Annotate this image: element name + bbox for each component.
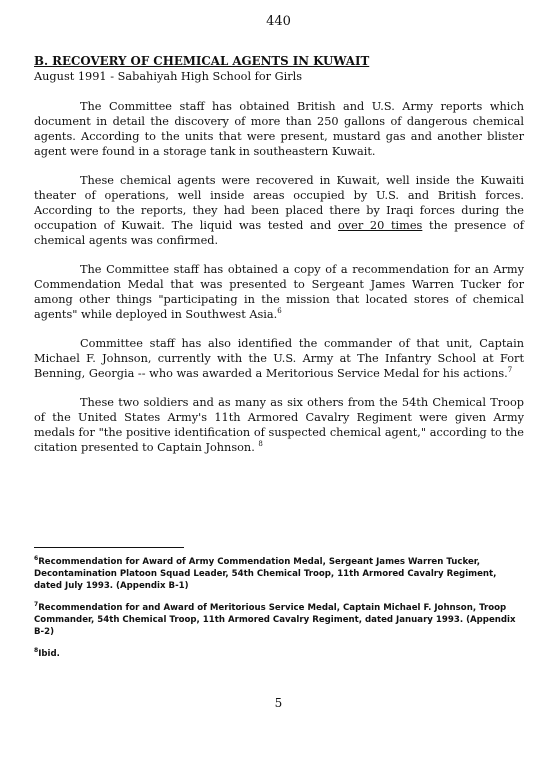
paragraph-3-text: The Committee staff has obtained a copy of a recommendation for an Army Commendation Medal that was presented to Sergeant James Warren Tucker for among other things "participating in the mission that located stores of chemical agents" while deployed in Southwest Asia.	[34, 263, 524, 321]
section-heading: B. RECOVERY OF CHEMICAL AGENTS IN KUWAIT	[34, 54, 370, 68]
paragraph-2-underlined-text: over 20 times	[337, 219, 423, 232]
page-number-bottom: 5	[274, 696, 283, 710]
footnote-text: Ibid.	[38, 649, 60, 659]
paragraph-2	[34, 173, 524, 248]
footnote-text: Recommendation for and Award of Meritorious Service Medal, Captain Michael F. Johnson, Troop Commander, 54th Chemical Troop, 11th Armored Cavalry Regiment, dated January 1993. (Appendix B-2)	[34, 603, 516, 637]
paragraph-5-text: These two soldiers and as many as six others from the 54th Chemical Troop of the United States Army's 11th Armored Cavalry Regiment were given Army medals for "the positive identification of suspected chemical agent," according to the citation presented to Captain Johnson.	[34, 396, 524, 454]
footnote-ref-7: 7	[507, 366, 513, 375]
footnote-divider	[34, 547, 184, 548]
footnote-ref-6: 6	[277, 307, 282, 316]
paragraph-1-text: The Committee staff has obtained British and U.S. Army reports which document in detail the discovery of more than 250 gallons of dangerous chemical agents. According to the units that were present, mustard gas and another blister agent were found in a storage tank in southeastern Kuwait.	[34, 100, 524, 158]
footnote-6	[34, 556, 524, 592]
footnote-ref-8: 8	[258, 440, 263, 449]
paragraph-4	[34, 336, 524, 381]
paragraph-4-text: Committee staff has also identified the commander of that unit, Captain Michael F. Johnson, currently with the U.S. Army at The Infantry School at Fort Benning, Georgia -- who was awarded a Meritorious Service Medal for his actions.	[34, 337, 524, 380]
paragraph-3	[34, 262, 524, 322]
footnote-number: 6	[34, 555, 39, 563]
section-subheading: August 1991 - Sabahiyah High School for Girls	[34, 70, 303, 83]
paragraph-5	[34, 395, 524, 455]
footnote-8	[34, 648, 524, 660]
footnote-7	[34, 602, 524, 638]
footnotes	[34, 556, 524, 670]
main-content	[34, 54, 524, 469]
paragraph-2-text-start: These chemical agents were recovered in Kuwait, well inside the Kuwaiti theater of operations, well inside areas occupied by U.S. and British forces. According to the reports, they had been placed there by Iraqi forces during the occupation of Kuwait. The liquid was tested and	[34, 174, 524, 232]
paragraph-2-text-end: the presence of chemical agents was confirmed.	[34, 219, 524, 247]
footnote-text: Recommendation for Award of Army Commendation Medal, Sergeant James Warren Tucker, Decontamination Platoon Squad Leader, 54th Chemical Troop, 11th Armored Cavalry Regiment, dated July 1993. (Appendix B-1)	[34, 557, 497, 591]
paragraph-1	[34, 99, 524, 159]
page-number-top: 440	[266, 14, 291, 29]
footnote-number: 7	[34, 601, 39, 609]
footnote-number: 8	[34, 647, 39, 655]
